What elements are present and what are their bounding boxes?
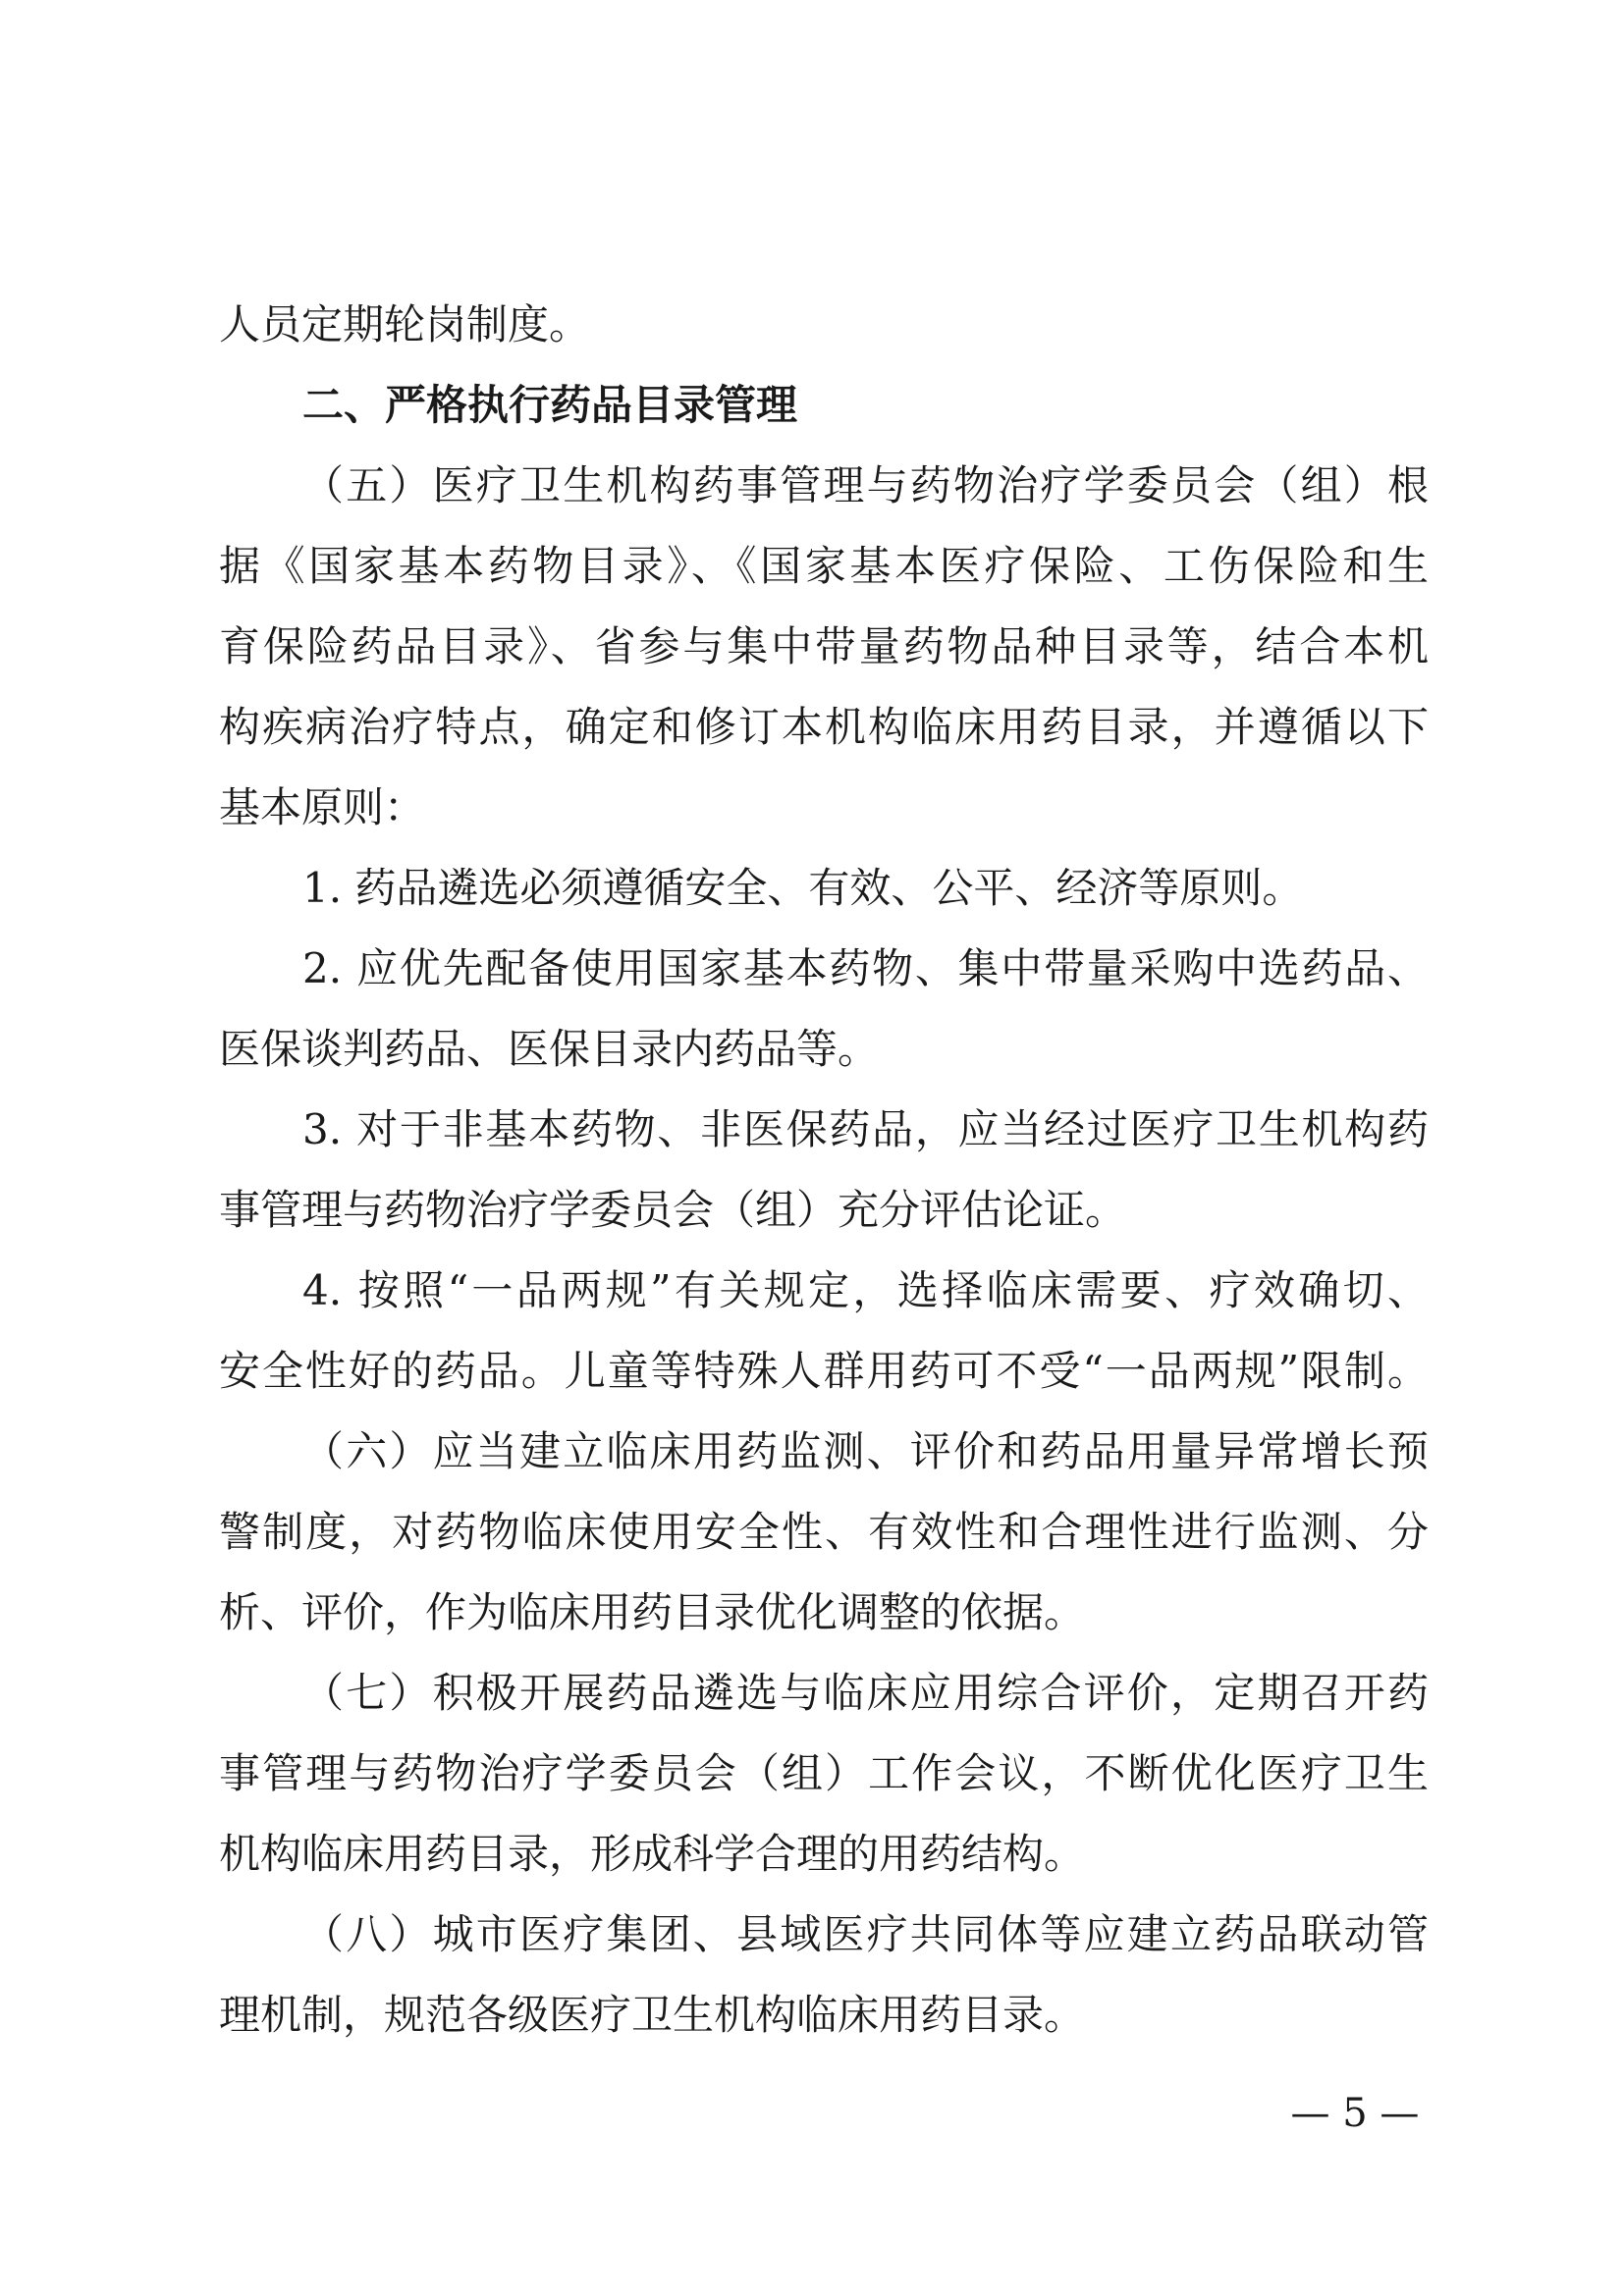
text-line-3: （五）医疗卫生机构药事管理与药物治疗学委员会（组）根: [302, 461, 1429, 509]
text-line-21: （八）城市医疗集团、县域医疗共同体等应建立药品联动管: [302, 1910, 1429, 1958]
text-line-6: 构疾病治疗特点，确定和修订本机构临床用药目录，并遵循以下: [219, 703, 1429, 751]
text-line-4: 据《国家基本药物目录》、《国家基本医疗保险、工伤保险和生: [219, 542, 1429, 590]
text-line-22: 理机制，规范各级医疗卫生机构临床用药目录。: [219, 1991, 1086, 2039]
text-line-12: 事管理与药物治疗学委员会（组）充分评估论证。: [219, 1186, 1127, 1234]
text-line-17: 析、评价，作为临床用药目录优化调整的依据。: [219, 1588, 1086, 1636]
text-line-16: 警制度，对药物临床使用安全性、有效性和合理性进行监测、分: [219, 1508, 1429, 1556]
text-line-13: 4. 按照“一品两规”有关规定，选择临床需要、疗效确切、: [302, 1266, 1429, 1314]
text-line-18: （七）积极开展药品遴选与临床应用综合评价，定期召开药: [302, 1669, 1429, 1717]
text-line-7: 基本原则：: [219, 783, 426, 831]
text-line-9: 2. 应优先配备使用国家基本药物、集中带量采购中选药品、: [302, 944, 1429, 992]
section-heading: 二、严格执行药品目录管理: [302, 381, 798, 429]
text-line-1: 人员定期轮岗制度。: [219, 300, 591, 348]
page-number: — 5 —: [1290, 2091, 1420, 2136]
text-line-5: 育保险药品目录》、省参与集中带量药物品种目录等，结合本机: [219, 622, 1429, 670]
text-line-15: （六）应当建立临床用药监测、评价和药品用量异常增长预: [302, 1427, 1429, 1475]
text-line-8: 1. 药品遴选必须遵循安全、有效、公平、经济等原则。: [302, 864, 1304, 912]
text-line-19: 事管理与药物治疗学委员会（组）工作会议，不断优化医疗卫生: [219, 1749, 1429, 1797]
text-line-14: 安全性好的药品。儿童等特殊人群用药可不受“一品两规”限制。: [219, 1347, 1429, 1395]
text-line-20: 机构临床用药目录，形成科学合理的用药结构。: [219, 1830, 1086, 1878]
text-line-11: 3. 对于非基本药物、非医保药品，应当经过医疗卫生机构药: [302, 1105, 1429, 1153]
text-line-10: 医保谈判药品、医保目录内药品等。: [219, 1025, 880, 1073]
